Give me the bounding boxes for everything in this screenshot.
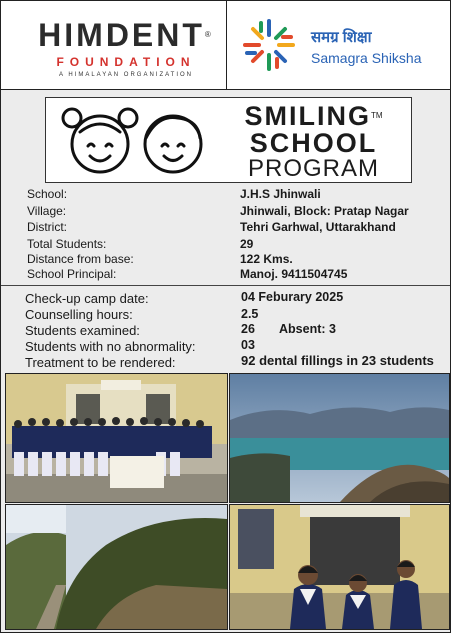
hillside-path-photo (5, 504, 228, 630)
no-abnormality-value: 03 (241, 338, 255, 352)
program-banner (45, 97, 412, 183)
students-smiling-photo (229, 504, 450, 630)
village-label: Village: (27, 204, 67, 218)
smiling-faces-icon (58, 102, 218, 176)
camp-date-label: Check-up camp date: (25, 291, 149, 306)
absent-value: Absent: 3 (279, 322, 336, 336)
camp-date-value: 04 Feburary 2025 (241, 290, 344, 304)
district-value: Tehri Garhwal, Uttarakhand (240, 220, 396, 234)
school-label: School: (27, 187, 68, 201)
program-title (226, 102, 401, 182)
examined-label: Students examined: (25, 323, 140, 338)
school-value: J.H.S Jhinwali (240, 187, 321, 201)
no-abnormality-label: Students with no abnormality: (25, 339, 196, 354)
counselling-value: 2.5 (241, 307, 259, 321)
examined-value: 26 (241, 322, 255, 336)
total-students-value: 29 (240, 237, 254, 251)
distance-label: Distance from base: (27, 252, 134, 266)
group-photo-students (5, 373, 228, 503)
treatment-value: 92 dental fillings in 23 students (241, 353, 434, 368)
principal-value: Manoj. 9411504745 (240, 267, 348, 281)
header-logos (1, 1, 450, 90)
village-value: Jhinwali, Block: Pratap Nagar (240, 204, 409, 218)
himdent-trademark: ® (204, 30, 214, 39)
counselling-label: Counselling hours: (25, 307, 133, 322)
treatment-label: Treatment to be rendered: (25, 355, 176, 370)
distance-value: 122 Kms. (240, 252, 293, 266)
himdent-name: HIMDENT (38, 17, 205, 53)
program-trademark: TM (370, 111, 383, 120)
program-title-line2: SCHOOL (249, 128, 378, 158)
samagra-english: Samagra Shiksha (311, 50, 422, 66)
program-title-line3: PROGRAM (247, 155, 379, 182)
district-label: District: (27, 220, 67, 234)
principal-label: School Principal: (27, 267, 117, 281)
section-divider (1, 285, 450, 286)
samagra-hindi: समग्र शिक्षा (311, 29, 372, 46)
himdent-foundation: FOUNDATION (56, 55, 196, 69)
total-students-label: Total Students: (27, 237, 107, 251)
mountain-lake-photo (229, 373, 450, 503)
samagra-shiksha-logo-icon (241, 17, 297, 73)
himdent-tagline: A HIMALAYAN ORGANIZATION (58, 72, 193, 78)
samagra-shiksha-text (311, 27, 422, 66)
himdent-logo (31, 19, 221, 78)
program-title-line1: SMILING (244, 101, 371, 131)
header-divider (226, 1, 227, 89)
